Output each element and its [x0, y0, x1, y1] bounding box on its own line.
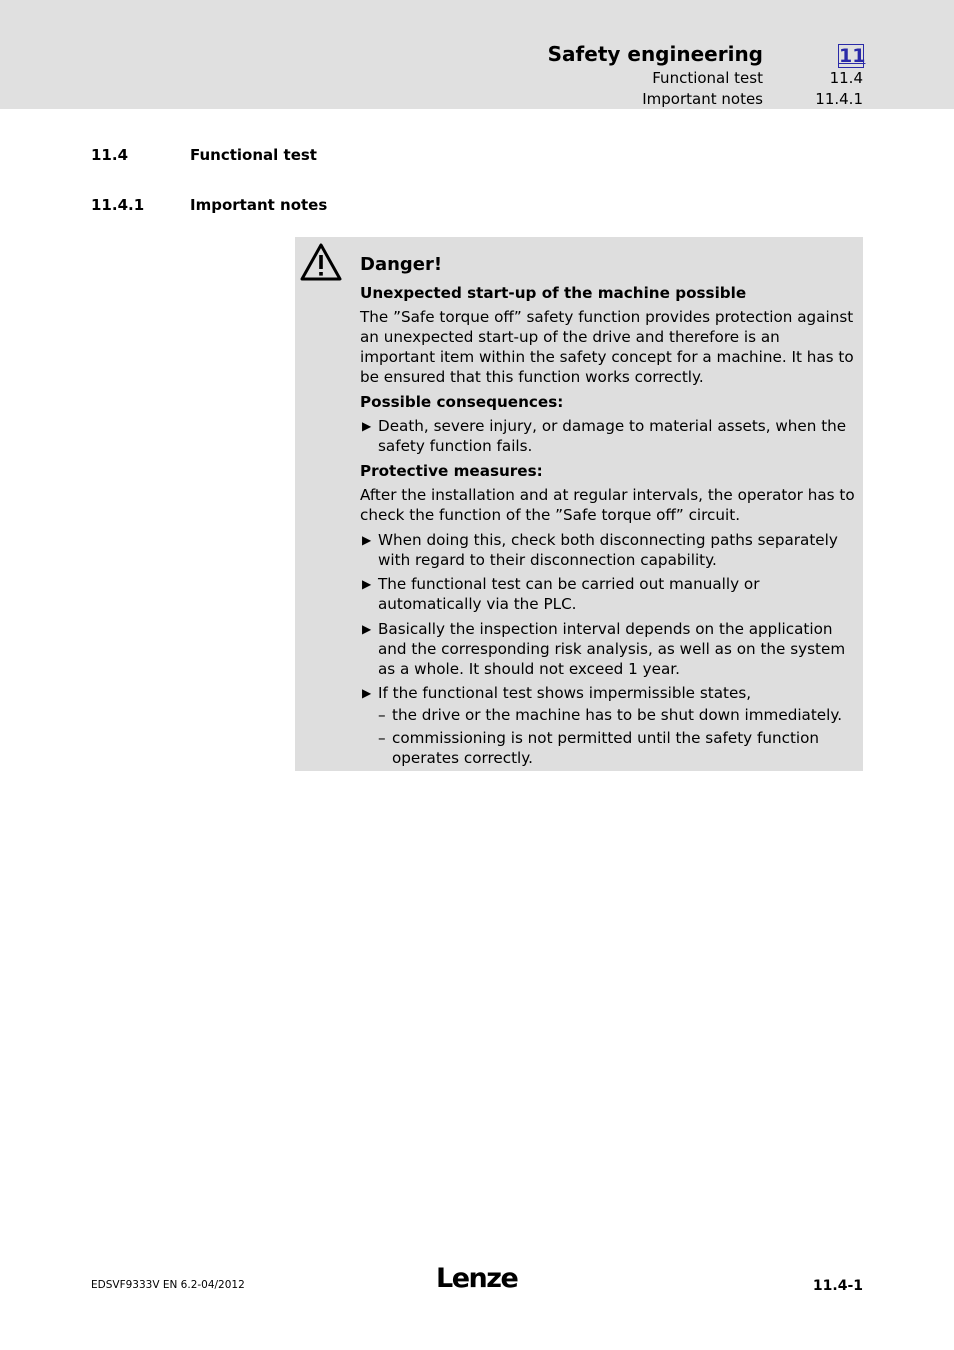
measure-item: When doing this, check both disconnecting paths separately — [378, 531, 838, 549]
header-subsection-number: 11.4.1 — [815, 90, 863, 108]
consequence-item: safety function fails. — [378, 437, 533, 455]
sub-measure-item: operates correctly. — [392, 749, 533, 767]
lenze-logo: Lenze — [436, 1263, 518, 1294]
intro-line: an unexpected start-up of the drive and therefore is an — [360, 328, 780, 346]
warning-triangle-icon — [300, 242, 342, 282]
measures-heading: Protective measures: — [360, 462, 543, 480]
sub-measure-item: the drive or the machine has to be shut down immediately. — [392, 706, 843, 724]
section-heading: Functional test — [190, 146, 317, 164]
measure-item: as a whole. It should not exceed 1 year. — [378, 660, 680, 678]
bullet-arrow-icon: ▶ — [362, 577, 372, 591]
measures-intro-line: After the installation and at regular intervals, the operator has to — [360, 486, 855, 504]
intro-line: The ”Safe torque off” safety function provides protection against — [360, 308, 854, 326]
chapter-title: Safety engineering — [547, 42, 763, 66]
consequence-item: Death, severe injury, or damage to material assets, when the — [378, 417, 847, 435]
measure-item: and the corresponding risk analysis, as well as on the system — [378, 640, 846, 658]
subsection-number: 11.4.1 — [91, 196, 145, 214]
document-id: EDSVF9333V EN 6.2-04/2012 — [91, 1279, 245, 1291]
header-band — [0, 0, 954, 109]
measure-item: automatically via the PLC. — [378, 595, 577, 613]
bullet-arrow-icon: ▶ — [362, 419, 372, 433]
dash-marker: – — [378, 706, 386, 724]
measure-item: The functional test can be carried out manually or — [378, 575, 760, 593]
header-subsection-title: Important notes — [642, 90, 763, 108]
measure-item: Basically the inspection interval depends on the application — [378, 620, 833, 638]
intro-line: important item within the safety concept for a machine. It has to — [360, 348, 854, 366]
consequences-heading: Possible consequences: — [360, 393, 564, 411]
bullet-arrow-icon: ▶ — [362, 686, 372, 700]
danger-title: Danger! — [360, 254, 443, 275]
bullet-arrow-icon: ▶ — [362, 533, 372, 547]
measures-intro-line: check the function of the ”Safe torque off” circuit. — [360, 506, 741, 524]
header-section-number: 11.4 — [829, 69, 863, 87]
subsection-heading: Important notes — [190, 196, 328, 214]
section-number: 11.4 — [91, 146, 129, 164]
chapter-number-link[interactable]: 11 — [839, 45, 866, 67]
measure-item: with regard to their disconnection capability. — [378, 551, 717, 569]
sub-measure-item: commissioning is not permitted until the safety function — [392, 729, 820, 747]
measure-item: If the functional test shows impermissible states, — [378, 684, 752, 702]
header-section-title: Functional test — [652, 69, 763, 87]
page-number: 11.4-1 — [812, 1278, 863, 1294]
intro-line: be ensured that this function works correctly. — [360, 368, 704, 386]
dash-marker: – — [378, 729, 386, 747]
danger-subtitle: Unexpected start-up of the machine possible — [360, 284, 747, 302]
bullet-arrow-icon: ▶ — [362, 622, 372, 636]
